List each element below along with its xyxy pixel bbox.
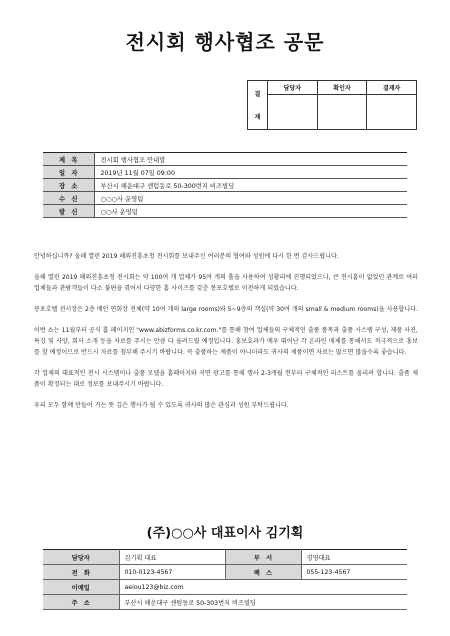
contact-value: aeiou123@biz.com bbox=[119, 580, 407, 595]
approval-box bbox=[247, 80, 417, 130]
contact-label: 이메일 bbox=[43, 580, 119, 595]
contact-value: 김기획 대표 bbox=[119, 550, 225, 565]
contact-row-phone bbox=[43, 565, 407, 580]
contact-row-email bbox=[43, 580, 407, 595]
approval-header-approver: 결재자 bbox=[367, 81, 417, 95]
contact-table bbox=[43, 549, 407, 610]
contact-row-manager bbox=[43, 550, 407, 565]
info-row-sender bbox=[43, 205, 407, 218]
contact-label: 부 서 bbox=[225, 550, 301, 565]
company-signature: (주)○○사 대표이사 김기획 bbox=[146, 526, 304, 541]
info-row-subject bbox=[43, 153, 407, 166]
contact-label: 팩 스 bbox=[225, 565, 301, 580]
body-paragraph: 안녕하십니까? 올해 열린 2019 해외진흥초청 전시회를 보내주신 여러분의 협여와 성원에 다시 한 번 감사드립니다. bbox=[34, 253, 339, 260]
info-row-date bbox=[43, 166, 407, 179]
approval-sign-manager[interactable] bbox=[268, 95, 318, 130]
info-label: 일 자 bbox=[43, 166, 94, 179]
body-paragraph: 이번 쇼는 11월부터 공식 홈 페이지인 "www.abizforms.co.kr.com."를 통해 참여 업체들의 구체적인 출품 품목과 출품 시스템 구성, 제품 사진, 특징 및 사양, 회사 소개 등을 자료를 주시는 만큼 다 올려드릴 예정입니다. 홍보효과가 매우 뛰어난 각 온라인 매체를 통해서도 적극적으로 홍보를 할 예정이므로 반드시 자료를 첨부해 주시기 바랍니다. 꼭 출품하는 제품이 아니더라도 귀사의 제품이면 자료는 많으면 많을수록 좋습니다. bbox=[34, 327, 418, 356]
info-table bbox=[43, 152, 407, 218]
body-paragraph: 봉포호텔 전시장은 2층 메인 연회장 전체(약 10여 개의 large rooms)와 5~9층의 객실(약 30여 개의 small & medium rooms)을 사용합니다. bbox=[34, 306, 418, 313]
info-label: 제 목 bbox=[43, 153, 94, 166]
info-row-recipient bbox=[43, 192, 407, 205]
contact-label: 담당자 bbox=[43, 550, 119, 565]
approval-side-top: 결 bbox=[254, 91, 261, 98]
body-paragraph: 우리 모두 함께 만들어 가는 뜻 깊은 행사가 될 수 있도록 귀사의 많은 관심과 성원 부탁드립니다. bbox=[34, 402, 289, 409]
info-value: ○○○사 운영팀 bbox=[94, 192, 407, 205]
info-value: 전시회 행사협조 안내말 bbox=[94, 153, 407, 166]
approval-sign-approver[interactable] bbox=[367, 95, 417, 130]
approval-side-label bbox=[248, 81, 268, 130]
contact-value: 부산시 해운대구 센텀동로 50-303번지 비즈빌딩 bbox=[119, 595, 407, 610]
letter-body bbox=[34, 251, 418, 421]
approval-header-checker: 확인자 bbox=[317, 81, 367, 95]
contact-row-address bbox=[43, 595, 407, 610]
info-label: 장 소 bbox=[43, 179, 94, 192]
approval-side-bottom: 재 bbox=[254, 114, 261, 121]
body-paragraph: 각 업체의 대표적인 전시 시스템이나 출품 모델을 홈페이지와 지면 광고를 통해 행사 2-3개월 전부터 구체적인 리스트를 올리려 합니다. 출품 제품이 확정되는 대로 정보를 보내주시기 바랍니다. bbox=[34, 370, 418, 388]
contact-value: 경영대표 bbox=[301, 550, 407, 565]
document-title: 전시회 행사협조 공문 bbox=[125, 30, 325, 54]
body-paragraph: 올해 열린 2019 해외진흥초청 전시회는 약 100여 개 업체가 95여 개의 홀을 사용하여 성황리에 진행되었으나, 큰 전시홈이 없었던 관계로 여러 업체들과 관람객들이 다소 불편을 겪어서 다양한 홈 사이즈를 갖춘 봉포호텔로 이전하게 되었습니다. bbox=[34, 274, 418, 292]
approval-sign-checker[interactable] bbox=[317, 95, 367, 130]
info-value: 부산시 해운대구 센텀동로 50-300번지 비즈빌딩 bbox=[94, 179, 407, 192]
contact-value: 010-0123-4567 bbox=[119, 565, 225, 580]
contact-label: 주 소 bbox=[43, 595, 119, 610]
info-value: ○○사 운영팀 bbox=[94, 205, 407, 218]
contact-label: 전 화 bbox=[43, 565, 119, 580]
approval-header-manager: 담당자 bbox=[268, 81, 318, 95]
info-value: 2019년 11월 07일 09:00 bbox=[94, 166, 407, 179]
info-label: 발 신 bbox=[43, 205, 94, 218]
info-row-place bbox=[43, 179, 407, 192]
contact-value: 055-123-4567 bbox=[301, 565, 407, 580]
info-label: 수 신 bbox=[43, 192, 94, 205]
